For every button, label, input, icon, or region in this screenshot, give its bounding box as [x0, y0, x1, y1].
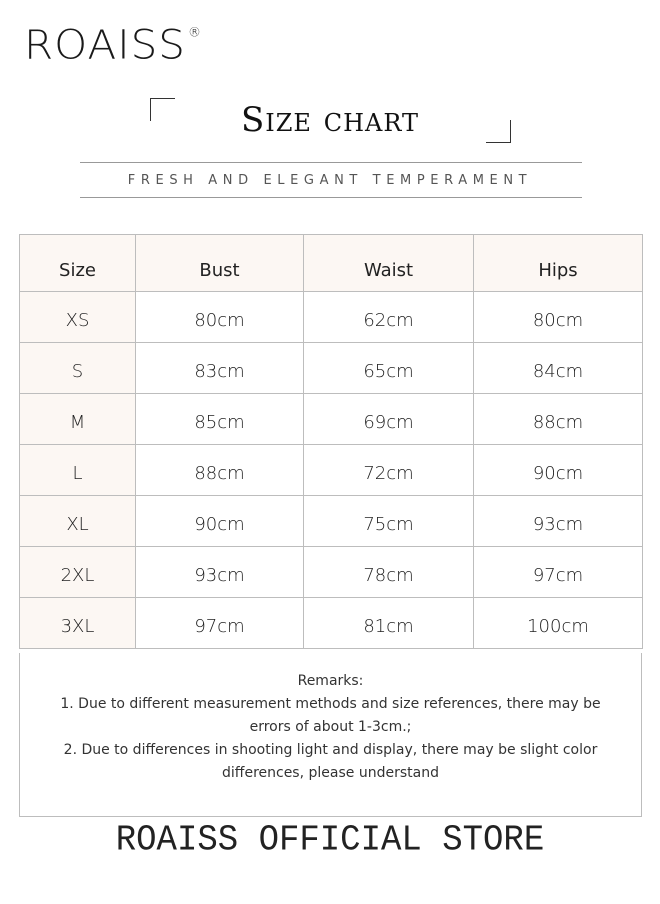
- divider-top: [80, 162, 582, 163]
- bust-cell: 85cm: [136, 394, 304, 445]
- hips-cell: 97cm: [474, 547, 643, 598]
- title-bracket-bottom-right: [486, 120, 511, 143]
- bust-cell: 97cm: [136, 598, 304, 649]
- column-header-size: Size: [20, 235, 136, 292]
- table-row: [20, 394, 643, 445]
- table-row: [20, 547, 643, 598]
- bust-cell: 90cm: [136, 496, 304, 547]
- hips-cell: 90cm: [474, 445, 643, 496]
- column-header-waist: Waist: [304, 235, 474, 292]
- remarks-heading: Remarks:: [297, 673, 364, 689]
- brand-name: ROAISS: [24, 21, 186, 68]
- size-cell: XL: [20, 496, 136, 547]
- registered-mark: ®: [187, 26, 202, 41]
- hips-cell: 80cm: [474, 292, 643, 343]
- hips-cell: 100cm: [474, 598, 643, 649]
- table-header-row: [20, 235, 643, 292]
- bust-cell: 80cm: [136, 292, 304, 343]
- waist-cell: 62cm: [304, 292, 474, 343]
- hips-cell: 88cm: [474, 394, 643, 445]
- size-cell: 3XL: [20, 598, 136, 649]
- table-row: [20, 445, 643, 496]
- hips-cell: 93cm: [474, 496, 643, 547]
- page-subtitle: FRESH AND ELEGANT TEMPERAMENT: [127, 173, 533, 188]
- brand-logo: [24, 21, 202, 68]
- table-row: [20, 343, 643, 394]
- size-cell: 2XL: [20, 547, 136, 598]
- column-header-hips: Hips: [474, 235, 643, 292]
- waist-cell: 78cm: [304, 547, 474, 598]
- table-row: [20, 598, 643, 649]
- remark-item: 1. Due to different measurement methods and size references, there may be errors of about 1-3cm.;: [60, 696, 601, 735]
- waist-cell: 72cm: [304, 445, 474, 496]
- waist-cell: 69cm: [304, 394, 474, 445]
- waist-cell: 75cm: [304, 496, 474, 547]
- remark-item: 2. Due to differences in shooting light and display, there may be slight color differences, please understand: [63, 742, 598, 781]
- store-name: ROAISS OFFICIAL STORE: [115, 821, 545, 861]
- bust-cell: 88cm: [136, 445, 304, 496]
- size-cell: M: [20, 394, 136, 445]
- size-table: [19, 234, 643, 649]
- size-cell: S: [20, 343, 136, 394]
- size-cell: XS: [20, 292, 136, 343]
- bust-cell: 83cm: [136, 343, 304, 394]
- hips-cell: 84cm: [474, 343, 643, 394]
- bust-cell: 93cm: [136, 547, 304, 598]
- divider-bottom: [80, 197, 582, 198]
- column-header-bust: Bust: [136, 235, 304, 292]
- size-cell: L: [20, 445, 136, 496]
- page-title: Size chart: [240, 100, 420, 140]
- table-row: [20, 496, 643, 547]
- table-row: [20, 292, 643, 343]
- waist-cell: 81cm: [304, 598, 474, 649]
- remarks-box: [19, 653, 642, 817]
- waist-cell: 65cm: [304, 343, 474, 394]
